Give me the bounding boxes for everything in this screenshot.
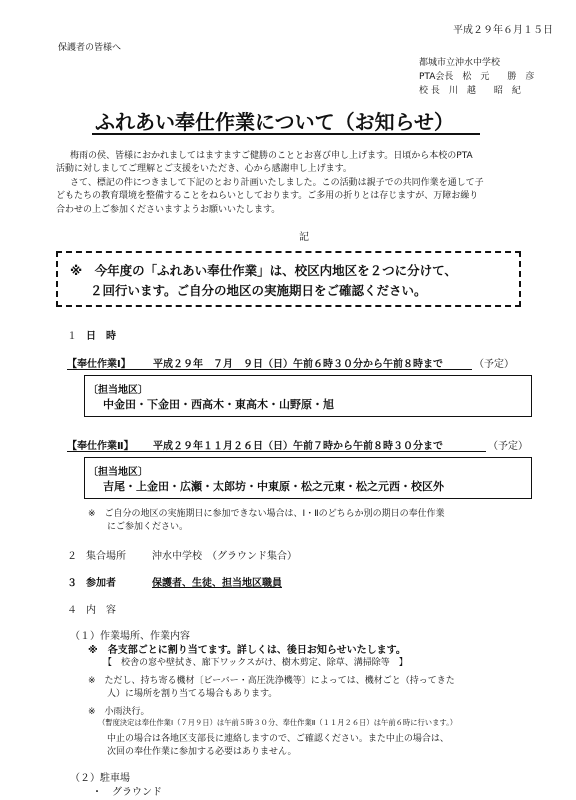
work-1-note: （予定）	[474, 359, 514, 370]
sender-pta: PTA会長 松 元 勝 彦	[419, 72, 535, 82]
addressee: 保護者の皆様へ	[58, 43, 122, 53]
notice-line-2: ２回行います。ご自分の地区の実施期日をご確認ください。	[90, 283, 427, 298]
rain-note: ※ 小雨決行。	[88, 707, 150, 717]
work-content-tasks: 【 校舎の窓や壁拭き、廊下ワックスがけ、樹木剪定、除草、溝掃除等 】	[103, 658, 408, 668]
section-1-number: １	[67, 331, 77, 342]
ki-marker: 記	[299, 232, 309, 243]
intro-line-4: どもたちの教育環境を整備することをねらいとしております。ご多用の折りとは存じますが、万障お繰り	[56, 191, 479, 201]
work-1-underline	[67, 369, 472, 370]
work-1-label: 【奉仕作業Ⅰ】	[67, 359, 131, 370]
work-2-note: （予定）	[488, 441, 528, 452]
section-1-note-2: にご参加ください。	[107, 522, 189, 532]
title-underline	[92, 133, 480, 135]
equipment-note-1: ※ ただし、持ち寄る機材〔ビーバー・高圧洗浄機等〕によっては、機材ごと（持ってきた	[88, 676, 455, 686]
section-3-number: ３	[67, 578, 77, 589]
cancel-note-2: 次回の奉仕作業に参加する必要はありません。	[107, 747, 297, 757]
intro-line-2: 活動に対しましてご理解とご支援をいただき、心から感謝申し上げます。	[56, 164, 352, 174]
sender-principal: 校 長 川 越 昭 紀	[419, 86, 521, 96]
work-2-time: 平成２９年１１月２６日（日）午前７時から午前８時３０分まで	[153, 441, 443, 452]
section-2-number: ２	[67, 551, 77, 562]
sender-school: 都城市立沖水中学校	[419, 58, 501, 68]
participants: 保護者、生徒、担当地区職員	[152, 578, 282, 589]
cancel-note-1: 中止の場合は各地区支部長に連絡しますので、ご確認ください。また中止の場合は、	[107, 734, 449, 744]
intro-line-5: 合わせの上ご参加くださいますようお願いいたします。	[56, 205, 281, 215]
section-3-heading: 参加者	[86, 578, 116, 589]
rain-decision-times: （暫度決定は奉仕作業Ⅰ（７月９日）は午前５時３０分、奉仕作業Ⅱ（１１月２６日）は午前６時に行います。）	[98, 718, 458, 727]
work-2-areas: 吉尾・上金田・広瀬・太郎坊・中東原・松之元東・松之元西・校区外	[103, 480, 444, 493]
parking-heading: （２）駐車場	[70, 773, 130, 784]
work-1-areas: 中金田・下金田・西高木・東高木・山野原・旭	[103, 398, 334, 411]
work-content-assign: ※ 各支部ごとに割り当てます。詳しくは、後日お知らせいたします。	[88, 645, 406, 656]
work-2-label: 【奉仕作業Ⅱ】	[67, 441, 134, 452]
section-4-heading: 内 容	[86, 605, 116, 616]
intro-line-1: 梅雨の侯、皆様におかれましてはますますご健勝のこととお喜び申し上げます。日頃から本校のPTA	[70, 151, 473, 161]
equipment-note-2: 人）に場所を割り当てる場合もあります。	[107, 689, 278, 699]
section-2-heading: 集合場所	[86, 551, 126, 562]
work-1-time: 平成２９年 ７月 ９日（日）午前６時３０分から午前８時まで	[153, 359, 443, 370]
section-4-number: ４	[67, 605, 77, 616]
notice-line-1: ※ 今年度の「ふれあい奉仕作業」は、校区内地区を２つに分けて、	[70, 263, 457, 278]
document-date: 平成２９年６月１５日	[453, 25, 553, 36]
assembly-place: 沖水中学校 （グラウンド集合）	[152, 551, 297, 562]
section-1-note-1: ※ ご自分の地区の実施期日に参加できない場合は、Ⅰ・Ⅱのどちらか別の期日の奉仕作業	[88, 509, 445, 519]
work-content-heading: （１）作業場所、作業内容	[70, 631, 190, 642]
intro-line-3: さて、標記の件につきまして下記のとおり計画いたしました。この活動は親子での共同作業を通して子	[70, 178, 484, 188]
parking-item: ・ グラウンド	[92, 787, 162, 798]
work-1-area-label: 〔担当地区〕	[88, 385, 148, 396]
work-2-area-label: 〔担当地区〕	[88, 467, 148, 478]
page-title: ふれあい奉仕作業について（お知らせ）	[95, 110, 454, 134]
work-2-underline	[67, 451, 486, 452]
section-1-heading: 日 時	[86, 331, 116, 342]
